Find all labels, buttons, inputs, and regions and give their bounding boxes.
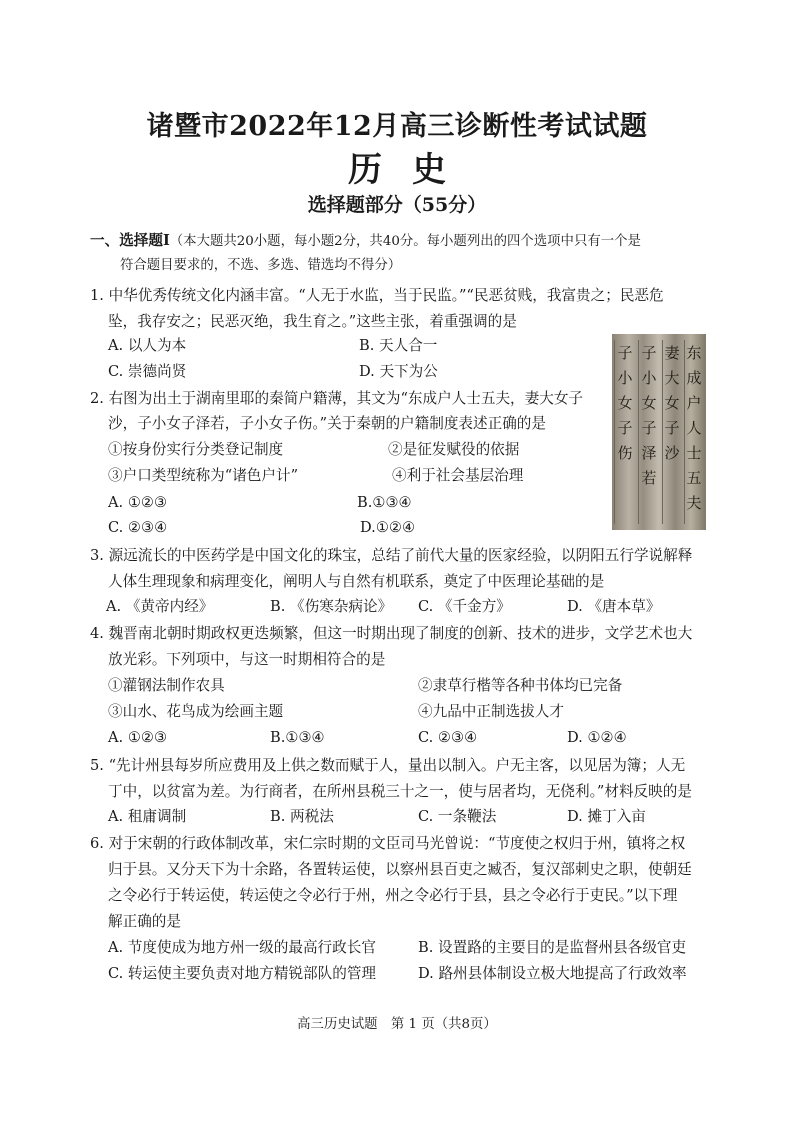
q4-statement-4: ④九品中正制选拔人才	[418, 703, 564, 720]
q3-option-c[interactable]: C. 《千金方》	[418, 598, 511, 615]
q1-option-b[interactable]: B. 天人合一	[359, 337, 438, 354]
q4-option-c[interactable]: C. ②③④	[418, 729, 478, 746]
slip-character: 伤	[617, 444, 633, 462]
q2-stem-line2: 沙，子小女子泽若，子小女子伤。”关于秦朝的户籍制度表述正确的是	[108, 415, 546, 432]
q5-option-b[interactable]: B. 两税法	[270, 808, 334, 825]
slip-character: 小	[617, 369, 633, 387]
q3-stem-line2: 人体生理现象和病理变化，阐明人与自然有机联系，奠定了中医理论基础的是	[108, 573, 605, 590]
slip-character: 女	[617, 394, 633, 412]
q1-option-c[interactable]: C. 崇德尚贤	[108, 363, 187, 380]
slip-character: 夫	[686, 494, 702, 512]
slip-character: 妻	[664, 344, 680, 362]
q4-option-a[interactable]: A. ①②③	[108, 729, 168, 746]
q3-option-a[interactable]: A. 《黄帝内经》	[106, 598, 214, 615]
q5-option-c[interactable]: C. 一条鞭法	[418, 808, 497, 825]
q2-stem-line1: 2. 右图为出土于湖南里耶的秦简户籍薄，其文为“东成户人士五夫，妻大女子	[90, 390, 584, 407]
q1-stem-line1: 1. 中华优秀传统文化内涵丰富。“人无于水监，当于民监。”“民恶贫贱，我富贵之；民恶危	[90, 287, 664, 304]
slip-character: 大	[664, 369, 680, 387]
q6-option-a[interactable]: A. 节度使成为地方州一级的最高行政长官	[108, 939, 376, 956]
slip-character: 子	[641, 419, 657, 437]
q4-statement-1: ①灌钢法制作农具	[108, 677, 225, 694]
q5-option-d[interactable]: D. 摊丁入亩	[567, 808, 646, 825]
part-heading: 选择题部分（55分）	[307, 194, 487, 216]
q1-option-d[interactable]: D. 天下为公	[359, 363, 438, 380]
q4-stem-line1: 4. 魏晋南北朝时期政权更迭频繁，但这一时期出现了制度的创新、技术的进步，文学艺术也大	[90, 625, 693, 642]
q2-statement-3: ③户口类型统称为“诸色户计”	[108, 467, 299, 484]
q4-statement-3: ③山水、花鸟成为绘画主题	[108, 703, 284, 720]
page-footer: 高三历史试题 第 1 页（共8页）	[297, 1017, 497, 1032]
q2-statement-4: ④利于社会基层治理	[392, 467, 524, 484]
slip-character: 小	[641, 369, 657, 387]
slip-character: 人	[686, 419, 702, 437]
exam-title: 诸暨市2022年12月高三诊断性考试试题	[146, 111, 648, 142]
q4-option-b[interactable]: B.①③④	[270, 729, 325, 746]
q5-stem-line1: 5. “先计州县每岁所应费用及上供之数而赋于人，量出以制入。户无主客，以见居为簿；人无	[90, 757, 686, 774]
section-heading	[90, 231, 641, 252]
slip-character: 若	[641, 469, 657, 487]
slip-character: 士	[686, 444, 702, 462]
q2-statement-2: ②是征发赋役的依据	[388, 441, 520, 458]
slip-character: 东	[686, 344, 702, 362]
q5-stem-line2: 丁中，以贫富为差。为行商者，在所州县税三十之一，使与居者均，无侥利。”材料反映的是	[108, 783, 692, 800]
q1-option-a[interactable]: A. 以人为本	[108, 337, 187, 354]
slip-character: 子	[641, 344, 657, 362]
q6-stem-line3: 之令必行于转运使，转运使之令必行于州，州之令必行于县，县之令必行于吏民。”以下理	[108, 887, 678, 904]
slip-character: 女	[664, 394, 680, 412]
q6-option-d[interactable]: D. 路州县体制设立极大地提高了行政效率	[418, 965, 687, 982]
slip-character: 子	[617, 344, 633, 362]
q2-option-d[interactable]: D.①②④	[360, 519, 416, 536]
slip-character: 子	[617, 419, 633, 437]
section-label: 一、选择题Ⅰ	[90, 232, 170, 249]
q3-option-d[interactable]: D. 《唐本草》	[567, 598, 661, 615]
qin-bamboo-slip-image	[612, 334, 706, 530]
slip-character: 沙	[664, 444, 680, 462]
slip-character: 户	[686, 394, 702, 412]
q6-stem-line4: 解正确的是	[108, 913, 181, 930]
q4-option-d[interactable]: D. ①②④	[567, 729, 627, 746]
q2-option-a[interactable]: A. ①②③	[108, 494, 168, 511]
q2-option-c[interactable]: C. ②③④	[108, 519, 168, 536]
q3-option-b[interactable]: B. 《伤寒杂病论》	[270, 598, 393, 615]
q6-stem-line2: 归于县。又分天下为十余路，各置转运使，以察州县百吏之臧否，复汉部刺史之职，使朝廷	[108, 861, 692, 878]
q3-stem-line1: 3. 源远流长的中医药学是中国文化的珠宝，总结了前代大量的医家经验，以阴阳五行学说解释	[90, 547, 693, 564]
q5-option-a[interactable]: A. 租庸调制	[108, 808, 187, 825]
slip-character: 女	[641, 394, 657, 412]
q6-stem-line1: 6. 对于宋朝的行政体制改革，宋仁宗时期的文臣司马光曾说：“节度使之权归于州，镇将之权	[90, 835, 686, 852]
slip-character: 子	[664, 419, 680, 437]
q2-option-b[interactable]: B.①③④	[357, 494, 412, 511]
q2-statement-1: ①按身份实行分类登记制度	[108, 441, 284, 458]
q1-stem-line2: 坠，我存安之；民恶灭绝，我生育之。”这些主张，着重强调的是	[108, 313, 517, 330]
slip-character: 泽	[641, 444, 657, 462]
section-desc-cont: 符合题目要求的，不选、多选、错选均不得分）	[120, 258, 402, 273]
q6-option-c[interactable]: C. 转运使主要负责对地方精锐部队的管理	[108, 965, 377, 982]
q4-statement-2: ②隶草行楷等各种书体均已完备	[418, 677, 623, 694]
slip-character: 成	[686, 369, 702, 387]
q4-stem-line2: 放光彩。下列项中，与这一时期相符合的是	[108, 651, 386, 668]
slip-character: 五	[686, 469, 702, 487]
subject-heading: 历史	[348, 150, 476, 190]
section-desc: （本大题共20小题，每小题2分，共40分。每小题列出的四个选项中只有一个是	[169, 234, 641, 249]
q6-option-b[interactable]: B. 设置路的主要目的是监督州县各级官吏	[418, 939, 687, 956]
